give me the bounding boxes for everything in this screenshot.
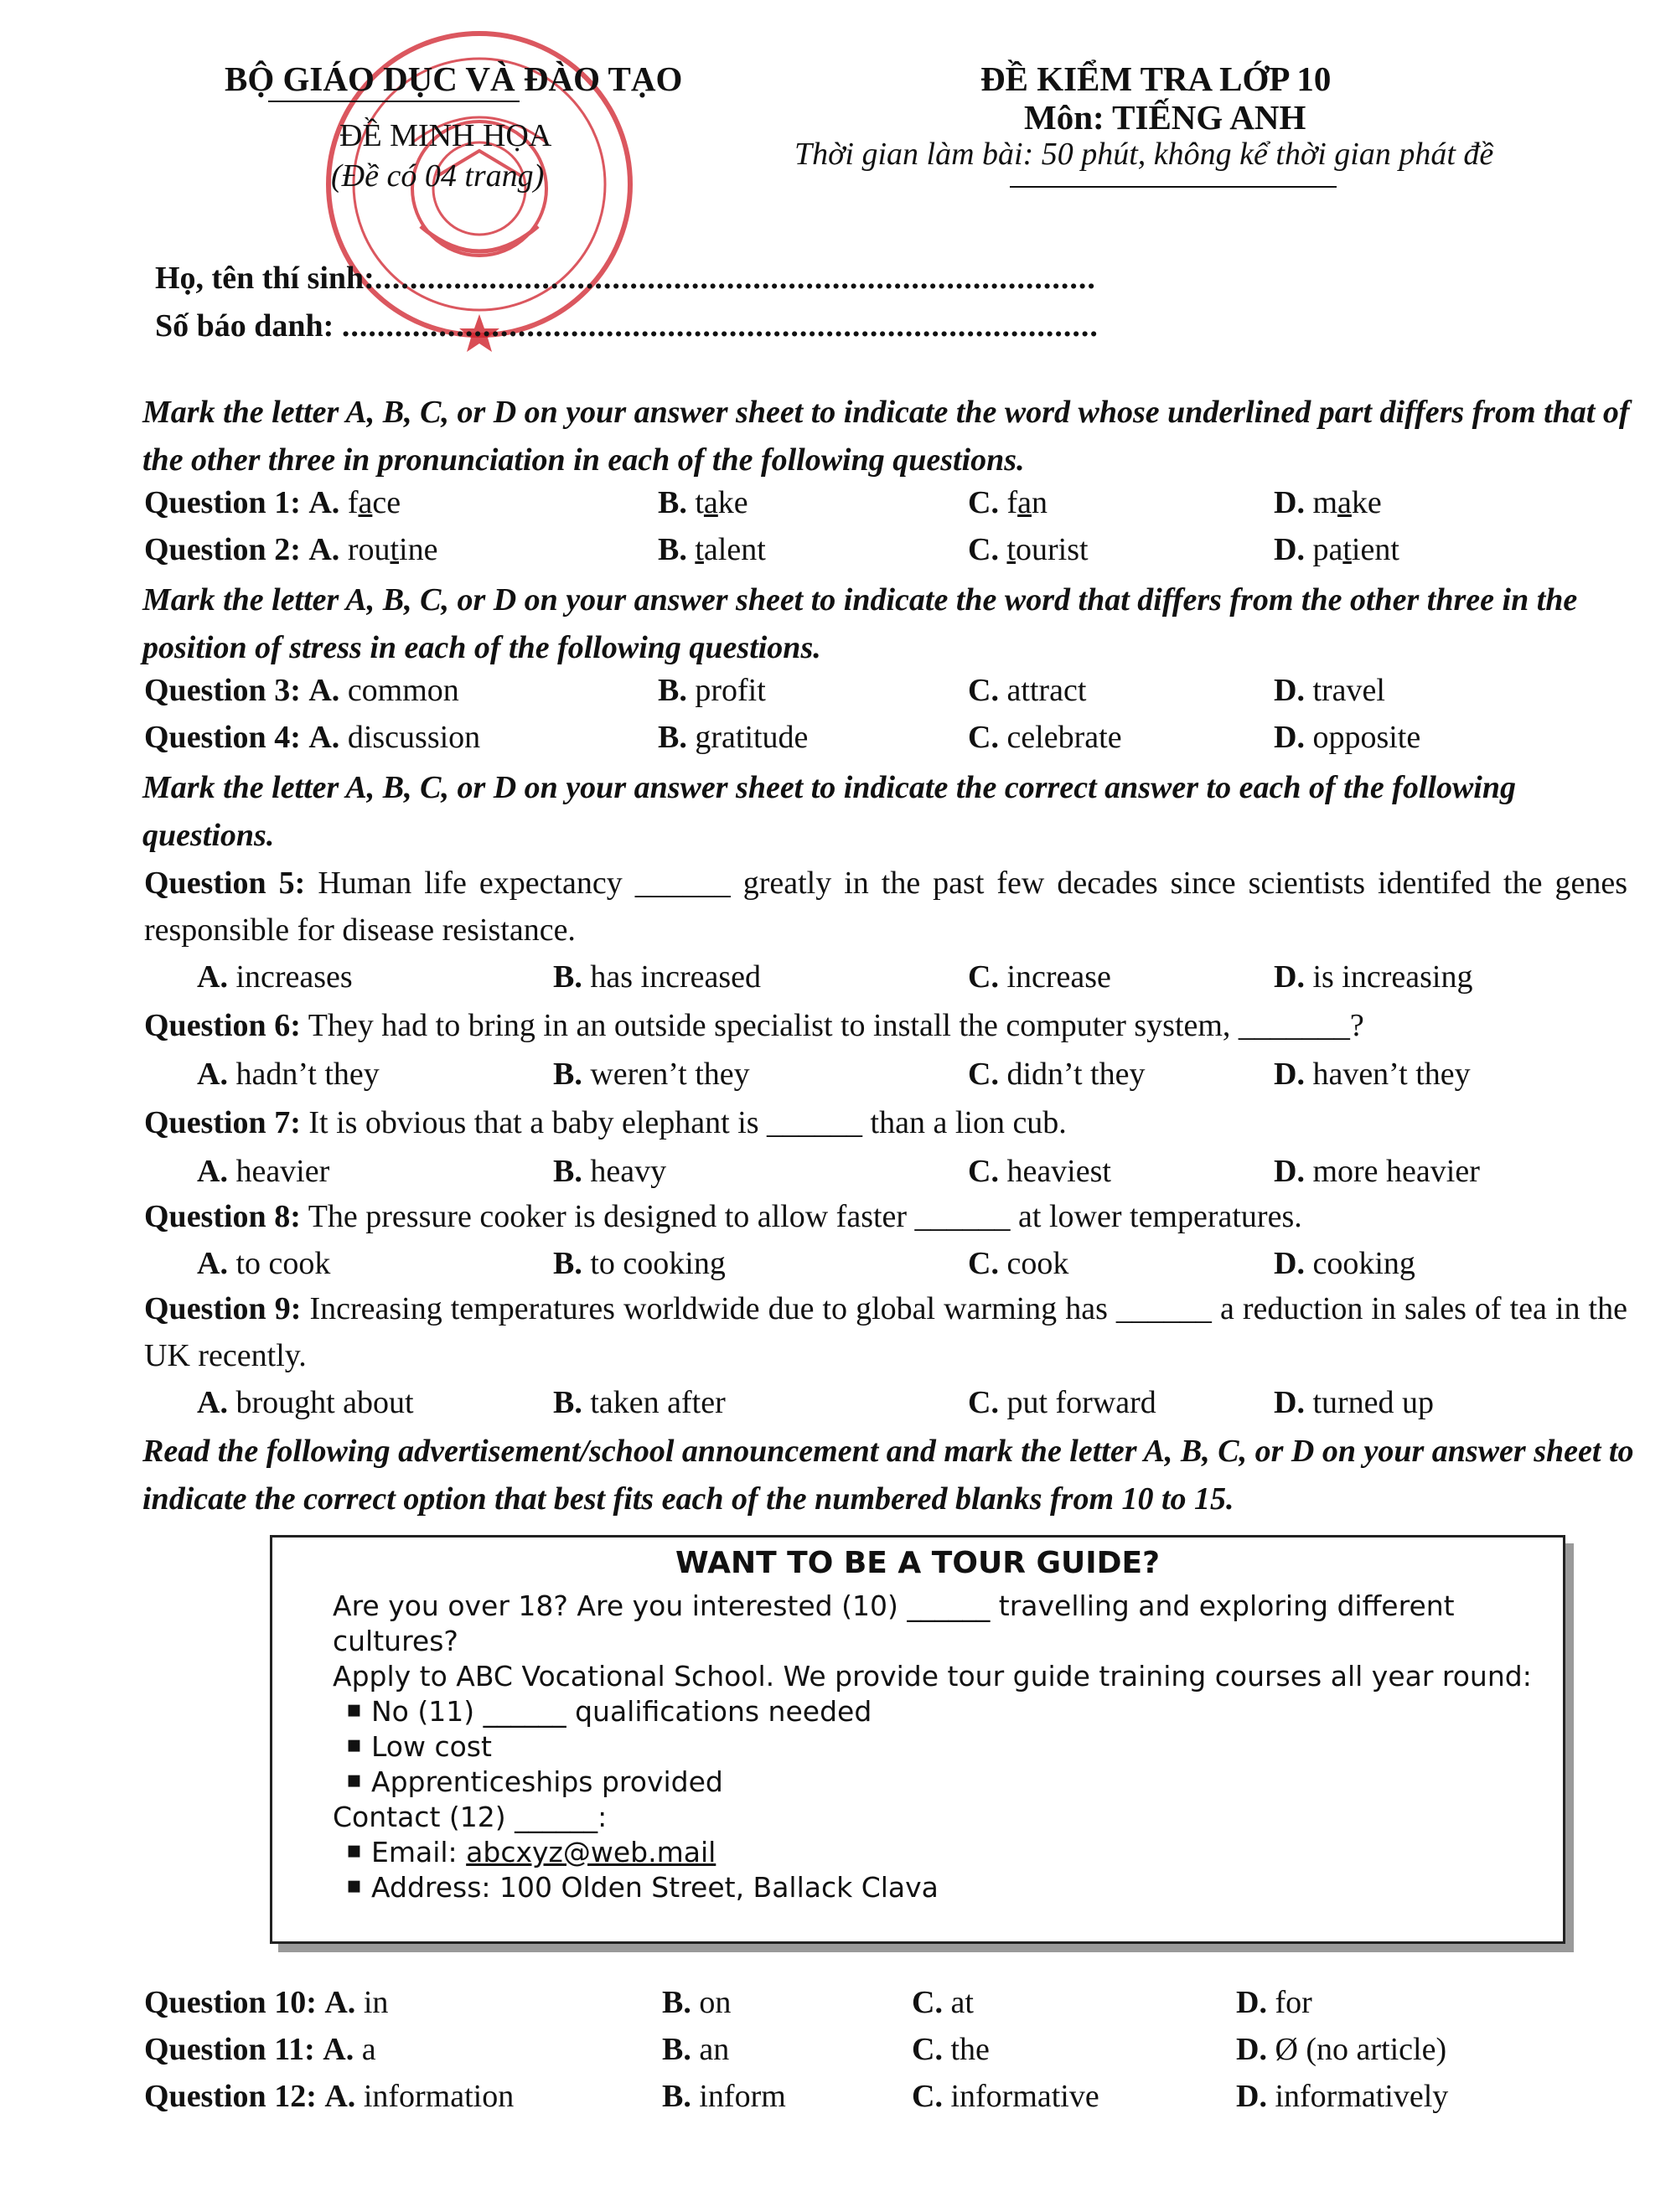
q12-option-b: B. inform xyxy=(662,2079,786,2114)
q2-a-letter: A. xyxy=(308,532,340,567)
ad-contact: Contact (12) ______: xyxy=(333,1801,608,1833)
q7-option-c: C. heaviest xyxy=(968,1154,1111,1189)
q12-label: Question 12: xyxy=(144,2079,317,2114)
subject: Môn: TIẾNG ANH xyxy=(1024,98,1306,137)
instruction-correct-answer: Mark the letter A, B, C, or D on your answer sheet to indicate the correct answer to each of the following questions. xyxy=(142,770,1516,853)
q6-option-a: A. hadn’t they xyxy=(197,1057,380,1092)
exam-title: ĐỀ KIỂM TRA LỚP 10 xyxy=(980,59,1332,98)
q3-option-a: common xyxy=(347,673,459,708)
candidate-name-label: Họ, tên thí sinh: xyxy=(155,261,375,296)
q2-option-c: C. tourist xyxy=(968,532,1089,567)
question-6 xyxy=(144,1002,1364,1049)
q1-option-a: face xyxy=(347,485,401,520)
q9-option-c: C. put forward xyxy=(968,1385,1156,1420)
q9-option-a: A. brought about xyxy=(197,1385,414,1420)
candidate-id-dots: ...................................................................................... xyxy=(341,308,1099,344)
q9-option-d: D. turned up xyxy=(1274,1385,1435,1420)
q11-option-b: B. an xyxy=(662,2032,730,2067)
q5-option-a: A. increases xyxy=(197,959,353,995)
q10-option-c: C. at xyxy=(912,1985,974,2020)
q1-label: Question 1: xyxy=(144,485,301,520)
q2-label: Question 2: xyxy=(144,532,301,567)
q4-label: Question 4: xyxy=(144,720,301,755)
q8-text: The pressure cooker is designed to allow faster ______ at lower temperatures. xyxy=(308,1199,1302,1234)
question-10: Question 10: A. in xyxy=(144,1985,389,2020)
q6-option-d: D. haven’t they xyxy=(1274,1057,1471,1092)
q8-label: Question 8: xyxy=(144,1199,301,1234)
q1-option-d: D. make xyxy=(1274,485,1382,520)
question-11: Question 11: A. a xyxy=(144,2032,376,2067)
q7-option-a: A. heavier xyxy=(197,1154,330,1189)
ministry-name: BỘ GIÁO DỤC VÀ ĐÀO TẠO xyxy=(225,59,683,98)
q4-option-a: discussion xyxy=(347,720,481,755)
q7-text: It is obvious that a baby elephant is ______ than a lion cub. xyxy=(308,1105,1067,1140)
instruction-reading: Read the following advertisement/school announcement and mark the letter A, B, C, or D on your answer sheet to indicate the correct option that best fits each of the numbered blanks from 10 to 15. xyxy=(142,1434,1634,1517)
q6-option-b: B. weren’t they xyxy=(553,1057,750,1092)
q8-option-d: D. cooking xyxy=(1274,1246,1415,1281)
question-5 xyxy=(144,860,1627,954)
q2-option-d: D. patient xyxy=(1274,532,1399,567)
q6-text: They had to bring in an outside specialist to install the computer system, _______? xyxy=(308,1008,1364,1043)
q11-option-d: D. Ø (no article) xyxy=(1236,2032,1447,2067)
question-1 xyxy=(144,479,401,526)
ad-address: ▪ Address: 100 Olden Street, Ballack Clava xyxy=(371,1871,939,1904)
ad-bullet-qualifications: ▪ No (11) ______ qualifications needed xyxy=(371,1695,872,1728)
q1-option-c: C. fan xyxy=(968,485,1048,520)
candidate-id-label: Số báo danh: xyxy=(155,308,334,344)
ministry-underline xyxy=(268,101,520,102)
question-2 xyxy=(144,526,437,573)
q10-option-b: B. on xyxy=(662,1985,732,2020)
time-underline xyxy=(1010,186,1337,188)
q9-option-b: B. taken after xyxy=(553,1385,726,1420)
q3-option-c: C. attract xyxy=(968,673,1087,708)
ad-email: ▪ Email: abcxyz@web.mail xyxy=(371,1836,716,1868)
q7-label: Question 7: xyxy=(144,1105,301,1140)
advertisement-box xyxy=(270,1535,1565,1944)
q4-option-b: B. gratitude xyxy=(658,720,809,755)
q11-option-c: C. the xyxy=(912,2032,990,2067)
question-4: Question 4: A. discussion xyxy=(144,720,481,755)
question-3: Question 3: A. common xyxy=(144,673,459,708)
candidate-name-dots: .................................................................................. xyxy=(374,261,1096,296)
ad-email-link[interactable]: abcxyz@web.mail xyxy=(466,1836,716,1868)
q11-label: Question 11: xyxy=(144,2032,315,2067)
ad-line-3: Apply to ABC Vocational School. We provide tour guide training courses all year round: xyxy=(333,1660,1532,1693)
q10-option-a: in xyxy=(363,1985,389,2020)
instruction-pronunciation: Mark the letter A, B, C, or D on your answer sheet to indicate the word whose underlined part differs from that of the other three in pronunciation in each of the following questions. xyxy=(142,395,1630,478)
q8-option-a: A. to cook xyxy=(197,1246,331,1281)
q7-option-b: B. heavy xyxy=(553,1154,667,1189)
question-7 xyxy=(144,1099,1067,1146)
q4-option-d: D. opposite xyxy=(1274,720,1421,755)
q3-option-d: D. travel xyxy=(1274,673,1385,708)
q6-option-c: C. didn’t they xyxy=(968,1057,1146,1092)
ad-line-2: cultures? xyxy=(333,1625,458,1657)
ad-bullet-apprenticeships: ▪ Apprenticeships provided xyxy=(371,1765,723,1798)
q12-option-d: D. informatively xyxy=(1236,2079,1449,2114)
q5-text: Human life expectancy ______ greatly in the past few decades since scientists identifed the genes responsible for disease resistance. xyxy=(144,866,1627,948)
q10-option-d: D. for xyxy=(1236,1985,1312,2020)
question-9 xyxy=(144,1285,1627,1379)
q3-option-b: B. profit xyxy=(658,673,766,708)
q4-option-c: C. celebrate xyxy=(968,720,1122,755)
q9-label: Question 9: xyxy=(144,1291,302,1326)
instruction-stress: Mark the letter A, B, C, or D on your answer sheet to indicate the word that differs from the other three in the position of stress in each of the following questions. xyxy=(142,582,1578,665)
q12-option-a: information xyxy=(363,2079,515,2114)
candidate-name-field xyxy=(155,260,1096,297)
ad-bullet-cost: ▪ Low cost xyxy=(371,1730,492,1763)
q5-label: Question 5: xyxy=(144,866,306,901)
q9-text: Increasing temperatures worldwide due to global warming has ______ a reduction in sales of tea in the UK recently. xyxy=(144,1291,1627,1373)
q1-option-b: B. take xyxy=(658,485,748,520)
ad-title: WANT TO BE A TOUR GUIDE? xyxy=(675,1546,1160,1580)
q8-option-b: B. to cooking xyxy=(553,1246,726,1281)
q6-label: Question 6: xyxy=(144,1008,301,1043)
q8-option-c: C. cook xyxy=(968,1246,1069,1281)
q2-option-a: routine xyxy=(347,532,438,567)
q3-label: Question 3: xyxy=(144,673,301,708)
q2-option-b: B. talent xyxy=(658,532,766,567)
page-count: (Đề có 04 trang) xyxy=(331,158,545,194)
q7-option-d: D. more heavier xyxy=(1274,1154,1480,1189)
q11-option-a: a xyxy=(361,2032,376,2067)
question-12: Question 12: A. information xyxy=(144,2079,515,2114)
q5-option-b: B. has increased xyxy=(553,959,761,995)
q5-option-c: C. increase xyxy=(968,959,1111,995)
exam-type: ĐỀ MINH HỌA xyxy=(339,118,552,153)
candidate-id-field xyxy=(155,308,1099,344)
time-allowed: Thời gian làm bài: 50 phút, không kể thời gian phát đề xyxy=(794,137,1494,172)
ad-line-1: Are you over 18? Are you interested (10) ______ travelling and exploring different xyxy=(333,1589,1455,1622)
question-8 xyxy=(144,1193,1302,1240)
q5-option-d: D. is increasing xyxy=(1274,959,1473,995)
q10-label: Question 10: xyxy=(144,1985,317,2020)
q1-a-letter: A. xyxy=(308,485,340,520)
q12-option-c: C. informative xyxy=(912,2079,1099,2114)
